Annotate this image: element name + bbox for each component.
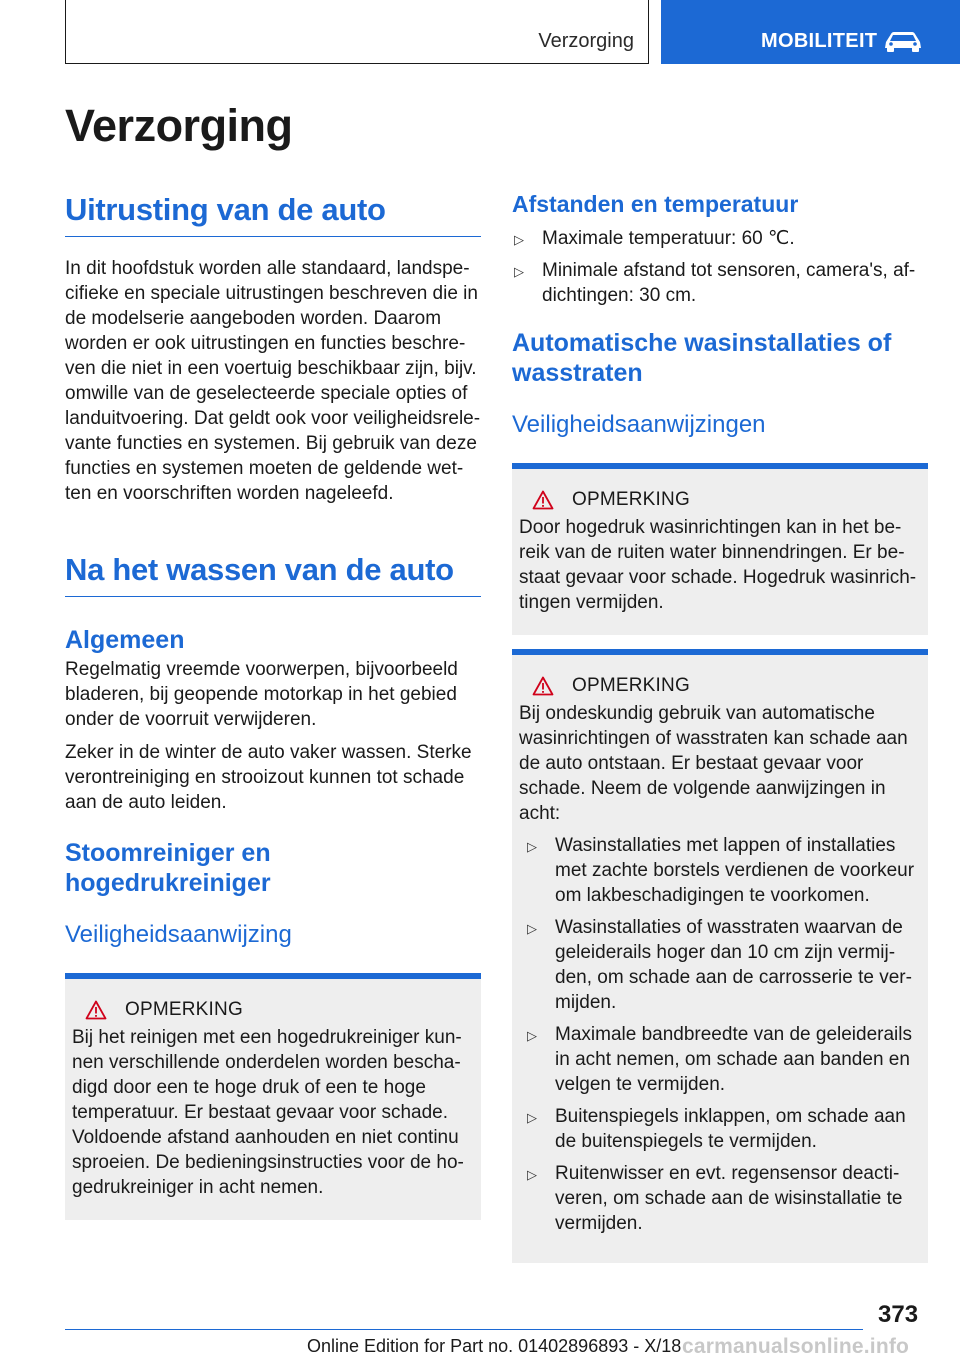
warning-icon [85,1000,107,1020]
section-title-uitrusting: Uitrusting van de auto [65,192,481,237]
note-box-wasstraten [512,649,928,1263]
list-item: ▷ Ruitenwisser en evt. regensensor deactiveren, om schade aan de wisinstallatie te vermijden. [527,1163,903,1234]
bullet-triangle-icon: ▷ [527,1110,537,1125]
algemeen-text-2: Zeker in de winter de auto vaker wassen. Sterke verontreiniging en strooizout kunnen tot schade aan de auto leiden. [65,742,472,813]
watermark: carmanualsonline.info [682,1335,910,1358]
note-bullet-list [525,833,921,1236]
right-column [512,190,928,1263]
note-text: Bij ondeskundig gebruik van automatische wasinrichtingen of wasstraten kan schade aan de auto ontstaan. Er bestaat gevaar voor schade. Neem de volgende aanwijzingen in acht: [519,703,908,824]
header-category-tab[interactable] [661,0,960,64]
list-item: ▷ Buitenspiegels inklappen, om schade aan de buitenspiegels te vermijden. [527,1106,906,1152]
afstanden-list [512,226,928,308]
subheading-veiligheidsaanwijzingen: Veiligheidsaanwijzingen [512,411,766,438]
note-label: OPMERKING [572,489,690,510]
algemeen-text-1: Regelmatig vreemde voorwerpen, bijvoorbeeld bladeren, bij geopende motorkap in het gebied onder de voorruit verwijderen. [65,659,458,730]
chapter-title: Verzorging [65,100,293,151]
header-section-label: Verzorging [538,30,634,52]
note-text: Door hogedruk wasinrichtingen kan in het bereik van de ruiten water binnendringen. Er bestaat gevaar voor schade. Hogedruk wasinrichtingen vermijden. [519,517,917,613]
note-box-hogedruk-wasinrichting [512,463,928,635]
subsection-title-automatische: Automatische wasinstallaties of wasstraten [512,329,892,387]
bullet-triangle-icon: ▷ [514,232,524,247]
list-item: ▷ Wasinstallaties of wasstraten waarvan de geleiderails hoger dan 10 cm zijn vermijden, om schade aan de carrosserie te vermijden. [527,917,912,1013]
subsection-title-afstanden: Afstanden en temperatuur [512,191,799,217]
note-label: OPMERKING [125,999,243,1020]
page-number: 373 [878,1301,919,1328]
subheading-veiligheidsaanwijzing: Veiligheidsaanwijzing [65,921,292,948]
subsection-title-algemeen: Algemeen [65,626,185,654]
note-box-hogedruk [65,973,481,1220]
car-icon [883,30,923,52]
note-text: Bij het reinigen met een hogedrukreiniger kunnen verschillende onderdelen worden beschadigd door een te hoge druk of een te hoge temperatuur. Er bestaat gevaar voor schade. Voldoende afstand aanhouden en niet continu sproeien. De bedieningsinstructies voor de hogedrukreiniger in acht nemen. [72,1027,464,1198]
bullet-triangle-icon: ▷ [514,264,524,279]
bullet-triangle-icon: ▷ [527,1167,537,1182]
list-item: ▷ Maximale bandbreedte van de geleiderails in acht nemen, om schade aan banden en velgen te vermijden. [527,1024,913,1095]
list-item: ▷ Minimale afstand tot sensoren, camera's, afdichtingen: 30 cm. [514,260,916,306]
header-section-box [65,0,649,64]
subsection-title-stoomreiniger: Stoomreiniger en hogedrukreiniger [65,839,271,897]
bullet-triangle-icon: ▷ [527,1028,537,1043]
list-item: ▷ Maximale temperatuur: 60 ℃. [512,226,928,251]
bullet-triangle-icon: ▷ [527,921,537,936]
left-column [65,192,481,1220]
footer-edition: Online Edition for Part no. 01402896893 - X/18 [307,1336,682,1356]
footer-divider [65,1329,863,1330]
section-title-na-wassen: Na het wassen van de auto [65,552,481,597]
uitrusting-text: In dit hoofdstuk worden alle standaard, landspecifieke en speciale uitrustingen beschreven die in de modelserie aangeboden worden. Daarom worden er ook uitrustingen en functies beschreven die niet in een voertuig beschikbaar zijn, bijv. omwille van de geselecteerde speciale opties of landuitvoering. Dat geldt ook voor veiligheidsrelevante functies en systemen. Bij gebruik van deze functies en systemen moeten de geldende wetten en voorschriften worden nageleefd. [65,258,481,504]
header-category-label: MOBILITEIT [761,30,878,52]
list-item: ▷ Wasinstallaties met lappen of installaties met zachte borstels verdienen de voorkeur om lakbeschadigingen te voorkomen. [527,835,915,906]
bullet-triangle-icon: ▷ [527,839,537,854]
warning-icon [532,490,554,510]
warning-icon [532,676,554,696]
note-label: OPMERKING [572,675,690,696]
